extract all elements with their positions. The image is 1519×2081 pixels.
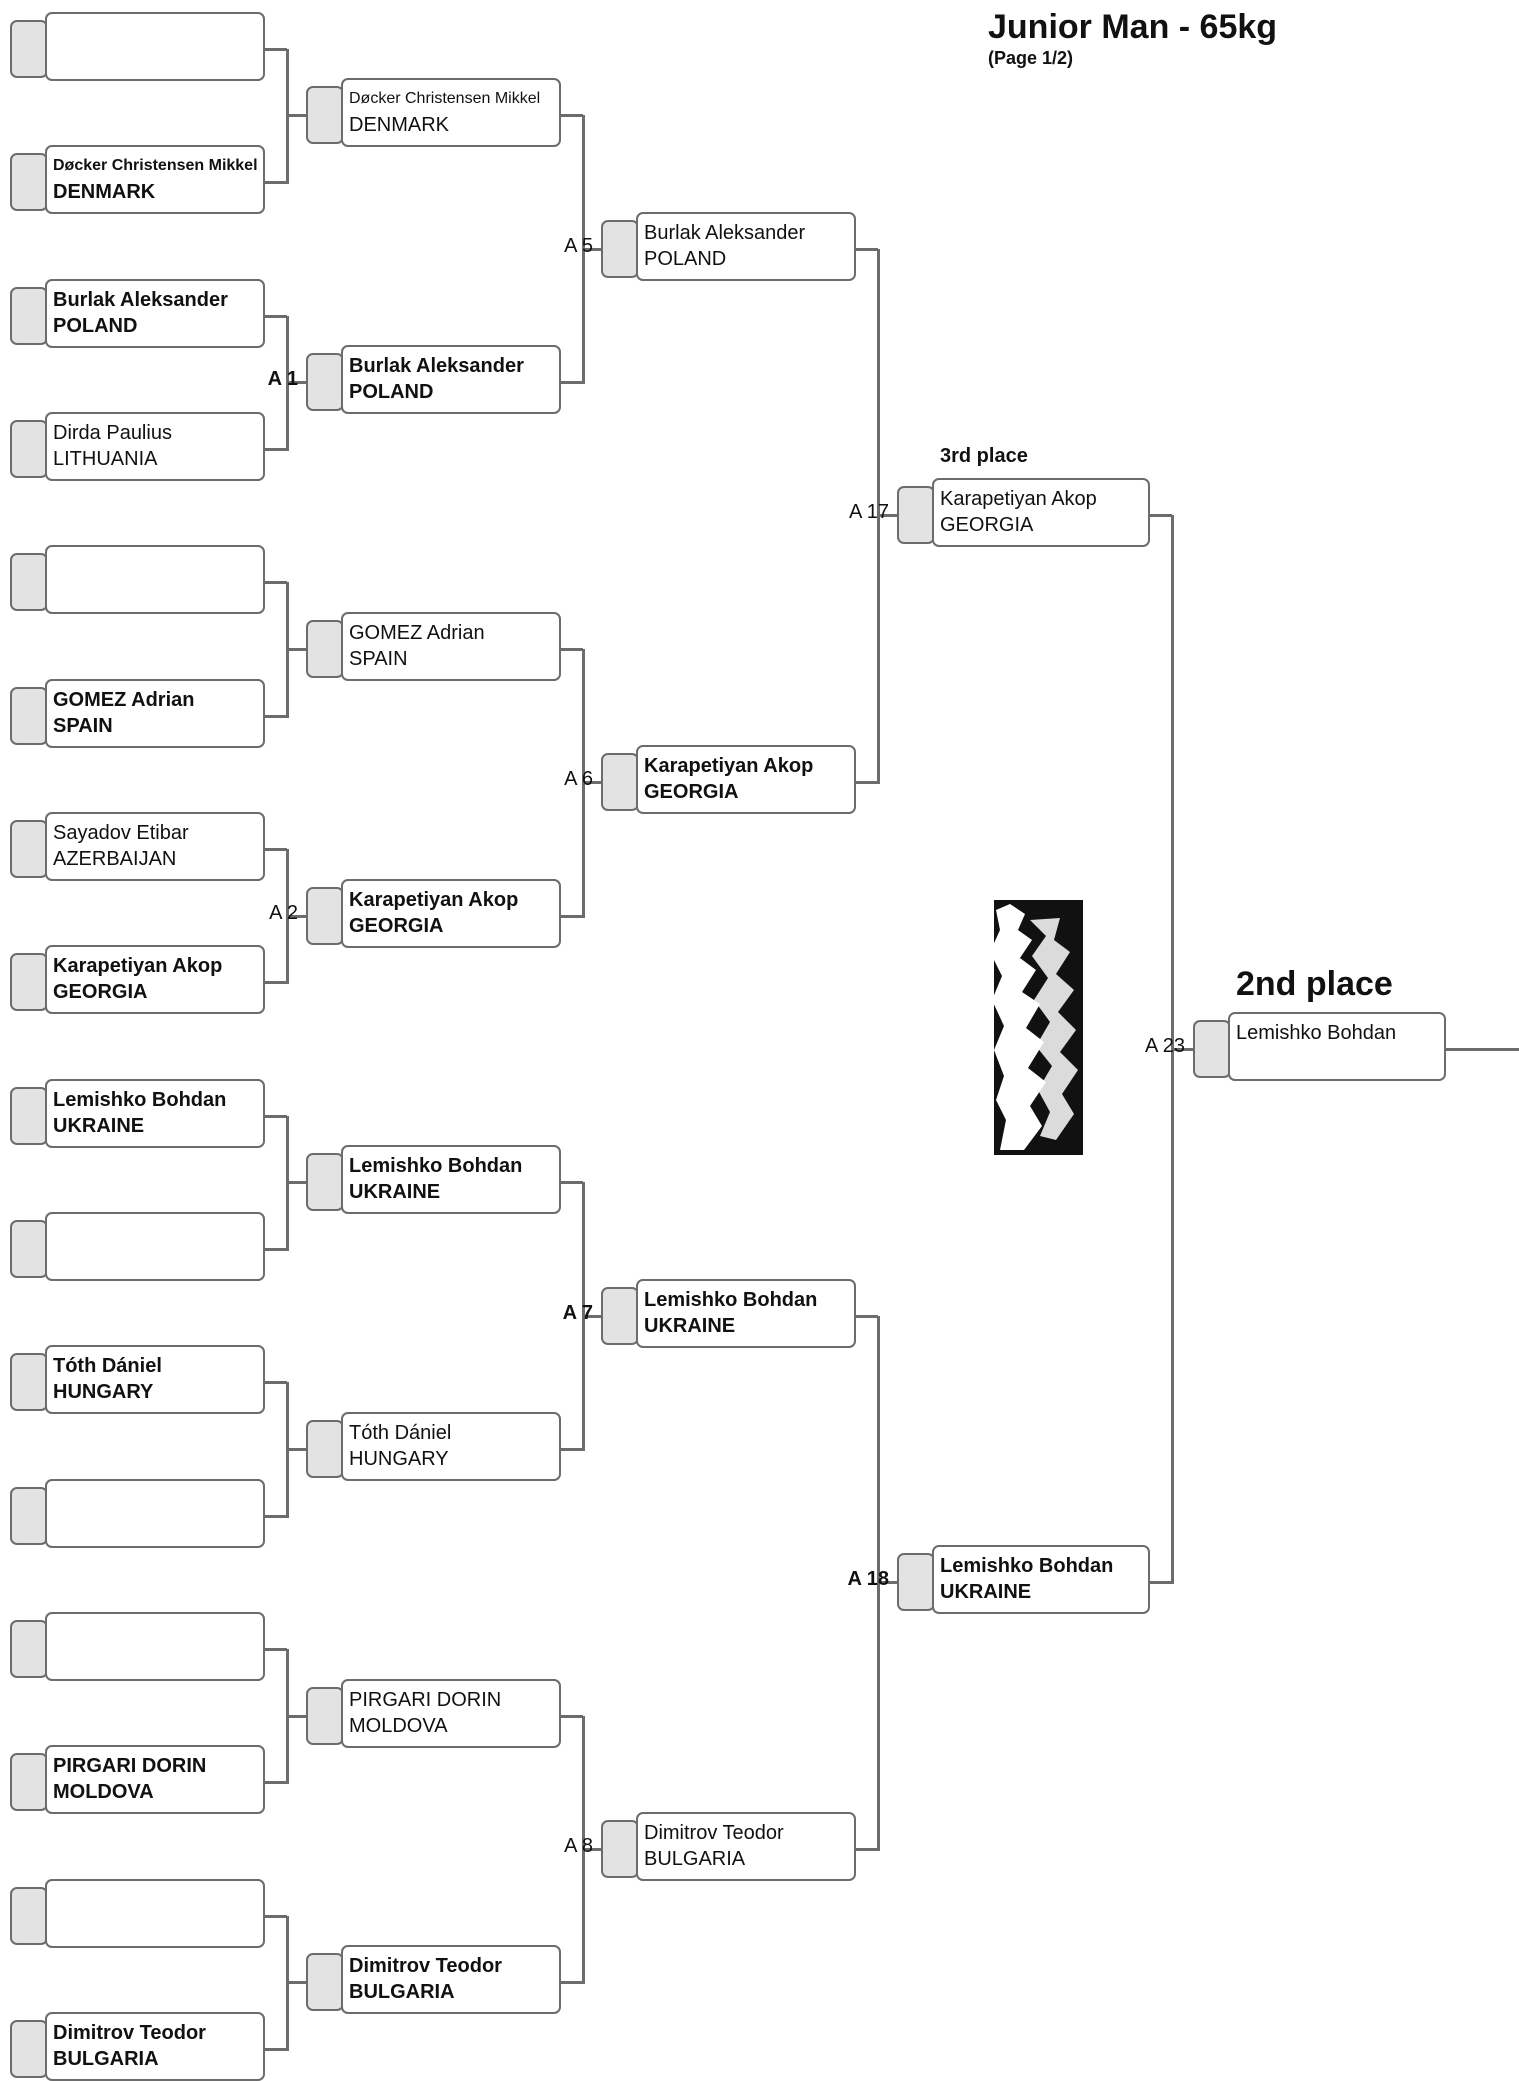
competitor-country: POLAND [644, 248, 727, 270]
competitor-country: UKRAINE [53, 1115, 145, 1137]
bracket-line [287, 1981, 306, 1984]
competitor-box[interactable] [341, 1412, 561, 1481]
match-number-label: A 2 [269, 901, 298, 924]
competitor-name: Tóth Dániel [53, 1355, 162, 1377]
bracket-line [265, 1648, 287, 1651]
bracket-line [287, 114, 306, 117]
competitor-box[interactable] [341, 612, 561, 681]
score-tab[interactable] [306, 1953, 344, 2011]
competitor-country: SPAIN [53, 715, 113, 737]
competitor-name: Dirda Paulius [53, 422, 172, 444]
bracket-line [265, 1248, 287, 1251]
bracket-line [856, 1315, 878, 1318]
competitor-country: LITHUANIA [53, 448, 158, 470]
bracket-line [287, 648, 306, 651]
score-tab[interactable] [10, 1487, 48, 1545]
competitor-box[interactable] [45, 1879, 265, 1948]
bracket-line [1446, 1048, 1519, 1051]
match-number-label: A 8 [564, 1834, 593, 1857]
score-tab[interactable] [601, 753, 639, 811]
page-subtitle: (Page 1/2) [988, 48, 1074, 68]
bracket-line [265, 1515, 287, 1518]
score-tab[interactable] [10, 1620, 48, 1678]
competitor-name: Lemishko Bohdan [53, 1089, 227, 1111]
score-tab[interactable] [306, 353, 344, 411]
match-number-label: A 6 [564, 767, 593, 790]
bracket-line [856, 1848, 878, 1851]
score-tab[interactable] [306, 86, 344, 144]
bracket-line [561, 1448, 583, 1451]
match-number-label: A 17 [848, 500, 889, 523]
competitor-name: Dimitrov Teodor [53, 2022, 206, 2044]
score-tab[interactable] [601, 220, 639, 278]
score-tab[interactable] [10, 420, 48, 478]
bracket-line [287, 1181, 306, 1184]
score-tab[interactable] [10, 2020, 48, 2078]
score-tab[interactable] [10, 687, 48, 745]
bracket-line [265, 315, 287, 318]
score-tab[interactable] [10, 1887, 48, 1945]
bracket-line [265, 1915, 287, 1918]
competitor-name: Karapetiyan Akop [940, 488, 1097, 510]
competitor-box[interactable] [341, 1679, 561, 1748]
competitor-box[interactable] [45, 1612, 265, 1681]
competitor-name: Dimitrov Teodor [349, 1955, 502, 1977]
competitor-box[interactable] [45, 1212, 265, 1281]
competitor-name: GOMEZ Adrian [349, 622, 485, 644]
competitor-box[interactable] [45, 812, 265, 881]
bracket-line [265, 1781, 287, 1784]
bracket-line [561, 915, 583, 918]
competitor-name: Karapetiyan Akop [349, 889, 519, 911]
competitor-name: Sayadov Etibar [53, 822, 189, 844]
bracket-line [265, 2048, 287, 2051]
bracket-line [561, 648, 583, 651]
competitor-box[interactable] [45, 279, 265, 348]
bracket-line [561, 1715, 583, 1718]
score-tab[interactable] [10, 20, 48, 78]
third-place-heading: 3rd place [940, 445, 1028, 467]
competitor-country: UKRAINE [644, 1315, 736, 1337]
competitor-box[interactable] [45, 545, 265, 614]
competitor-box[interactable] [341, 879, 561, 948]
bracket-line [265, 581, 287, 584]
score-tab[interactable] [306, 620, 344, 678]
competitor-name: Tóth Dániel [349, 1422, 452, 1444]
competitor-name: Lemishko Bohdan [1236, 1022, 1397, 1044]
competitor-country: BULGARIA [349, 1981, 455, 2003]
competitor-name: Karapetiyan Akop [644, 755, 814, 777]
competitor-name: Burlak Aleksander [53, 289, 228, 311]
competitor-box[interactable] [45, 145, 265, 214]
competitor-country: GEORGIA [940, 514, 1034, 536]
competitor-box[interactable] [45, 2012, 265, 2081]
competitor-box[interactable] [341, 1945, 561, 2014]
competitor-country: BULGARIA [53, 2048, 159, 2070]
competitor-name: Lemishko Bohdan [644, 1289, 818, 1311]
match-number-label: A 18 [847, 1567, 889, 1590]
score-tab[interactable] [10, 953, 48, 1011]
score-tab[interactable] [306, 1420, 344, 1478]
competitor-name: PIRGARI DORIN [349, 1689, 502, 1711]
competitor-name: Lemishko Bohdan [349, 1155, 523, 1177]
competitor-box[interactable] [45, 1345, 265, 1414]
competitor-name: Lemishko Bohdan [940, 1555, 1114, 1577]
match-number-label: A 5 [564, 234, 593, 257]
competitor-box[interactable] [45, 412, 265, 481]
competitor-box[interactable] [341, 78, 561, 147]
competitor-country: POLAND [53, 315, 138, 337]
competitor-country: SPAIN [349, 648, 408, 670]
competitor-box[interactable] [341, 1145, 561, 1214]
competitor-box[interactable] [636, 1279, 856, 1348]
watermark-figure-image [970, 900, 1083, 1155]
competitor-country: GEORGIA [644, 781, 739, 803]
competitor-name: Burlak Aleksander [349, 355, 524, 377]
score-tab[interactable] [10, 1353, 48, 1411]
bracket-line [561, 114, 583, 117]
competitor-box[interactable] [45, 679, 265, 748]
competitor-country: GEORGIA [53, 981, 148, 1003]
score-tab[interactable] [897, 486, 935, 544]
bracket-line [287, 1715, 306, 1718]
bracket-line [265, 715, 287, 718]
competitor-box[interactable] [45, 1079, 265, 1148]
bracket-line [287, 1448, 306, 1451]
competitor-box[interactable] [341, 345, 561, 414]
competitor-country: UKRAINE [940, 1581, 1032, 1603]
bracket-line [1150, 1581, 1172, 1584]
score-tab[interactable] [10, 820, 48, 878]
bracket-line [1150, 514, 1172, 517]
competitor-name: Karapetiyan Akop [53, 955, 223, 977]
competitor-country: HUNGARY [53, 1381, 154, 1403]
page-title: Junior Man - 65kg [988, 8, 1278, 46]
bracket-line [265, 1115, 287, 1118]
score-tab[interactable] [10, 1220, 48, 1278]
score-tab[interactable] [306, 1153, 344, 1211]
bracket-line [265, 448, 287, 451]
competitor-country: BULGARIA [644, 1848, 746, 1870]
competitor-country: MOLDOVA [349, 1715, 448, 1737]
competitor-country: AZERBAIJAN [53, 848, 177, 870]
competitor-country: HUNGARY [349, 1448, 449, 1470]
bracket-line [561, 1981, 583, 1984]
score-tab[interactable] [10, 153, 48, 211]
score-tab[interactable] [1193, 1020, 1231, 1078]
match-number-label: A 1 [267, 367, 298, 390]
score-tab[interactable] [306, 1687, 344, 1745]
match-number-label: A 7 [562, 1301, 593, 1324]
score-tab[interactable] [306, 887, 344, 945]
competitor-name: Dimitrov Teodor [644, 1822, 784, 1844]
bracket-line [265, 48, 287, 51]
second-place-heading: 2nd place [1236, 965, 1393, 1003]
bracket-line [265, 981, 287, 984]
score-tab[interactable] [897, 1553, 935, 1611]
bracket-line [265, 181, 287, 184]
score-tab[interactable] [10, 287, 48, 345]
competitor-box[interactable] [636, 212, 856, 281]
competitor-country: UKRAINE [349, 1181, 441, 1203]
competitor-country: POLAND [349, 381, 434, 403]
bracket-line [856, 781, 878, 784]
competitor-name: GOMEZ Adrian [53, 689, 195, 711]
competitor-name: Døcker Christensen Mikkel [349, 90, 541, 107]
score-tab[interactable] [10, 553, 48, 611]
competitor-box[interactable] [932, 1545, 1150, 1614]
competitor-box[interactable] [45, 12, 265, 81]
competitor-name: Døcker Christensen Mikkel [53, 157, 258, 174]
competitor-name: PIRGARI DORIN [53, 1755, 207, 1777]
competitor-box[interactable] [636, 1812, 856, 1881]
bracket-line [265, 848, 287, 851]
competitor-box[interactable] [932, 478, 1150, 547]
bracket-line [265, 1381, 287, 1384]
score-tab[interactable] [10, 1753, 48, 1811]
competitor-box[interactable] [1228, 1012, 1446, 1081]
competitor-name: Burlak Aleksander [644, 222, 806, 244]
competitor-country: DENMARK [349, 114, 450, 136]
match-number-label: A 23 [1144, 1034, 1185, 1057]
score-tab[interactable] [10, 1087, 48, 1145]
competitor-box[interactable] [45, 1479, 265, 1548]
score-tab[interactable] [601, 1820, 639, 1878]
competitor-box[interactable] [636, 745, 856, 814]
competitor-country: MOLDOVA [53, 1781, 154, 1803]
competitor-box[interactable] [45, 1745, 265, 1814]
bracket-line [856, 248, 878, 251]
score-tab[interactable] [601, 1287, 639, 1345]
competitor-box[interactable] [45, 945, 265, 1014]
bracket-line [561, 381, 583, 384]
competitor-country: DENMARK [53, 181, 156, 203]
bracket-line [561, 1181, 583, 1184]
competitor-country: GEORGIA [349, 915, 444, 937]
